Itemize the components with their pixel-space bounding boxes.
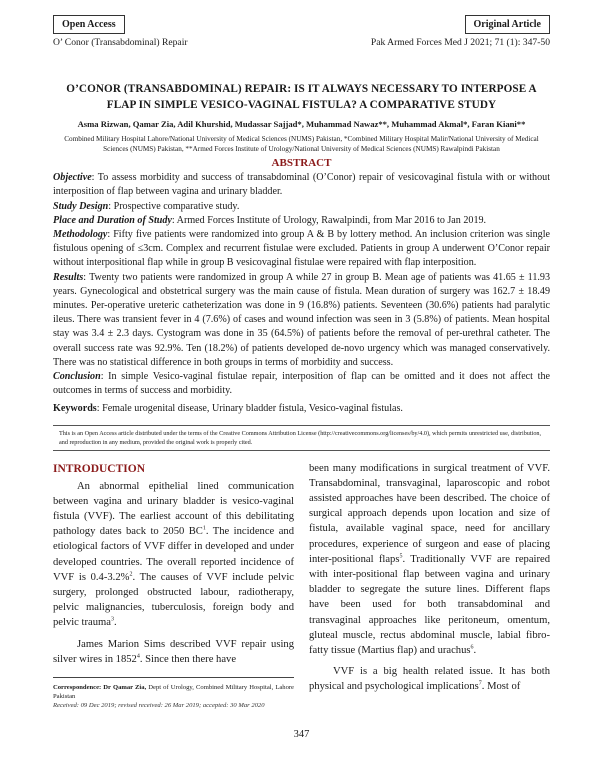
citation-ref[interactable]: 3 [110,616,114,623]
citation-ref[interactable]: 1 [202,525,206,532]
label: Keywords [53,403,97,415]
abstract-objective [53,171,550,199]
text: . Traditionally VVF are repaired with inter-positional flap between vagina and urinary bladder to segregate the suture lines. Different flaps have been used for both transabdominal and transvaginal approaches like peritoneum, omentum, gluteal muscle, rectus abdominal muscle, labial fibro-fatty tissue (Martius flap) and urachus [309,553,550,657]
citation-ref[interactable]: 4 [136,653,140,660]
text: Received: 09 Dec 2019; revised received: 26 Mar 2019; accepted: 30 Mar 2020 [53,702,265,710]
text: : Fifty five patients were randomized into group A & B by lottery method. An inclusion criterion was single fistulous opening of ≤3cm. Complex and recurrent fistulae were excluded. Patients in group A underwent O’Conor repair without interpositional flap while in group B vesicovaginal fistulae were repaired with flap interposition. [53,229,550,269]
citation-ref[interactable]: 6 [470,644,474,651]
text: : Twenty two patients were randomized in group A while 27 in group B. Mean age of patients was 41.65 ± 11.93 years. Gynecological and obstetrical surgery was the main cause of fistula. Mean duration of surgery was 162.7 ± 18.49 minutes. Per-operative ureteric catheterization was done in 9 (16.8%) patients. Seventeen (30.6%) patients had paralytic ileus. There was transient fever in 4 (7.6%) of cases and wound infection was seen in 3 (5.8%) of patients. Mean hospital stay was 3.4 ± 2.3 days. Cystogram was done in 35 (64.5%) of patients before the removal of per-urethral catheter. The overall success rate was 92.9%. Ten (18.2%) of patients developed de-novo urgency which was managed conservatively. There was no statistical difference in both groups in terms of morbidity and success. [53,271,550,368]
correspondence-address [53,683,294,701]
text: Dept of Urology, Combined Military Hospital, Lahore Pakistan [53,684,294,701]
license-notice: This is an Open Access article distributed under the terms of the Creative Commons Attribution License (http://creativecommons.org/licenses/by/4.0), which permits unrestricted use, distribution, and reproduction in any medium, provided the original work is properly cited. [53,425,550,451]
label: Objective [53,172,92,184]
two-column-body [53,461,550,711]
label: Methodology [53,229,108,240]
correspondence-note [53,677,294,711]
badge-row [53,15,550,34]
citation-ref[interactable]: 2 [129,571,133,578]
text: An abnormal epithelial lined communication between vagina and urinary bladder is vesico-vaginal fistula (VVF). The earliest account of this debilitating pathology dates back to 2050 BC [53,480,294,538]
abstract-methodology [53,228,550,271]
open-access-badge: Open Access [53,15,125,34]
affiliations: Combined Military Hospital Lahore/National University of Medical Sciences (NUMS) Pakistan, *Combined Military Hospital Malir/National University of Medical Sciences (NUMS) Pakistan, **Armed Forces Institute of Urology/National University of Medical Sciences (NUMS) Rawalpindi Pakistan [64,135,539,153]
text: . [113,617,117,629]
article-dates [53,701,294,710]
intro-paragraph [309,664,550,694]
text: . The causes of VVF include pelvic surgery, prolonged obstructed labour, radiotherapy, pelvic malignancies, tuberculosis, foreign body and pelvic trauma [53,571,294,629]
label: Study Design [53,200,109,212]
text: James Marion Sims described VVF repair using silver wires in 1852 [53,638,294,665]
text: . Since then there have [139,653,237,665]
text: VVF is a big health related issue. It has both physical and psychological implications [309,666,550,693]
text: : Armed Forces Institute of Urology, Rawalpindi, from Mar 2016 to Jan 2019. [171,214,487,226]
abstract-place [53,214,550,228]
author-list: Asma Rizwan, Qamar Zia, Adil Khurshid, Mudassar Sajjad*, Muhammad Nawaz**, Muhammad Akmal*, Faran Kiani** [77,119,526,129]
running-title: O’ Conor (Transabdominal) Repair [53,37,188,48]
text: . Most of [481,681,521,693]
abstract-results [53,271,550,370]
text: . The incidence and etiological factors of VVF differ in developed and under developed countries. The overall reported incidence of VVF is 0.4-3.2% [53,526,294,583]
abstract-design [53,200,550,214]
label: Conclusion [53,371,101,383]
intro-paragraph [53,479,294,631]
page-number: 347 [293,728,310,740]
label: Correspondence: Dr Qamar Zia, [53,684,147,692]
abstract-body [53,171,550,416]
article-type-badge: Original Article [465,15,551,34]
introduction-heading: INTRODUCTION [53,462,146,475]
text: : Prospective comparative study. [108,200,240,212]
abstract-conclusion [53,370,550,398]
running-header [53,34,550,48]
abstract-keywords [53,402,550,416]
right-column [309,461,550,711]
text: been many modifications in surgical treatment of VVF. Transabdominal, transvaginal, laparoscopic and robot assisted approaches have been described. The choice of surgical approach depends upon location and size of fistula, available vaginal space, need for ancillary procedures, experience of surgeon and ease of placing inter-positional flaps [309,462,550,565]
intro-paragraph [309,461,550,659]
label: Place and Duration of Study [53,214,172,226]
citation-ref[interactable]: 5 [399,553,403,560]
article-title: O’CONOR (TRANSABDOMINAL) REPAIR: IS IT ALWAYS NECESSARY TO INTERPOSE A FLAP IN SIMPLE VESICO-VAGINAL FISTULA? A COMPARATIVE STUDY [66,83,537,111]
text: . [473,645,477,657]
abstract-heading: ABSTRACT [271,157,332,170]
text: : Female urogenital disease, Urinary bladder fistula, Vesico-vaginal fistulas. [96,403,403,415]
text: : To assess morbidity and success of transabdominal (O’Conor) repair of vesicovaginal fistula with or without interposition of flap between vagina and urinary bladder. [53,172,550,198]
journal-citation: Pak Armed Forces Med J 2021; 71 (1): 347-50 [370,37,550,48]
left-column [53,461,294,711]
label: Results [53,271,84,283]
text: : In simple Vesico-vaginal fistulae repair, interposition of flap can be omitted and it does not affect the outcomes in terms of success and morbidity. [53,371,550,397]
citation-ref[interactable]: 7 [478,680,482,687]
intro-paragraph [53,637,294,667]
